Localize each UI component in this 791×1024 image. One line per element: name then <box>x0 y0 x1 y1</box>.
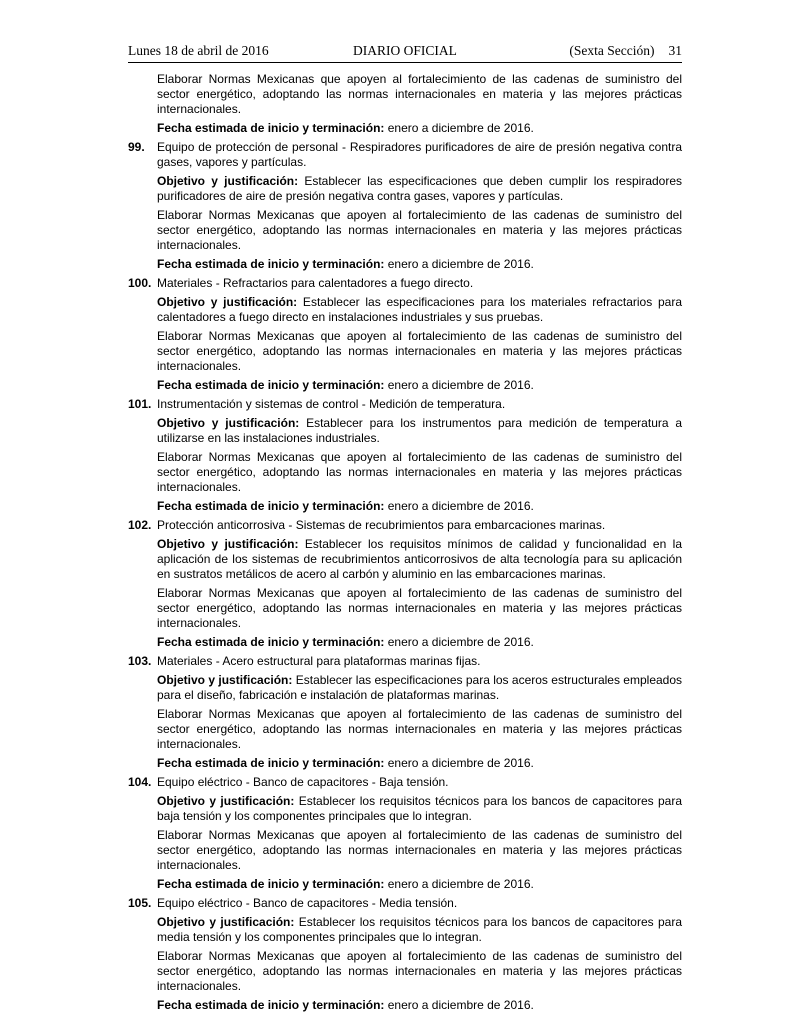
item-fecha <box>157 378 682 393</box>
fecha-label: Fecha estimada de inicio y terminación: <box>157 121 385 135</box>
fecha-label: Fecha estimada de inicio y terminación: <box>157 257 385 271</box>
objetivo-text: Establecer las especificaciones para los materiales refractarios para calentadores a fuego directo en instalaciones industriales y sus pruebas. <box>157 295 682 324</box>
objetivo-label: Objetivo y justificación: <box>157 295 298 309</box>
list-item <box>128 775 682 790</box>
intro-fecha <box>157 121 682 136</box>
header-page-number: 31 <box>668 43 682 58</box>
item-elaborar: Elaborar Normas Mexicanas que apoyen al fortalecimiento de las cadenas de suministro del sector energético, adoptando las normas internacionales en materia y las mejores prácticas internacionales. <box>157 828 682 872</box>
item-fecha <box>157 756 682 771</box>
item-objetivo <box>157 673 682 703</box>
fecha-value: enero a diciembre de 2016. <box>384 121 534 135</box>
item-elaborar: Elaborar Normas Mexicanas que apoyen al fortalecimiento de las cadenas de suministro del sector energético, adoptando las normas internacionales en materia y las mejores prácticas internacionales. <box>157 329 682 373</box>
item-title: Instrumentación y sistemas de control - Medición de temperatura. <box>157 397 506 411</box>
fecha-value: enero a diciembre de 2016. <box>384 877 534 891</box>
document-body <box>128 72 683 1017</box>
item-objetivo <box>157 174 682 204</box>
fecha-value: enero a diciembre de 2016. <box>384 499 534 513</box>
fecha-value: enero a diciembre de 2016. <box>384 378 534 392</box>
item-title: Equipo eléctrico - Banco de capacitores - Media tensión. <box>157 896 458 910</box>
item-number: 99. <box>128 140 145 154</box>
fecha-label: Fecha estimada de inicio y terminación: <box>157 877 385 891</box>
item-fecha <box>157 877 682 892</box>
item-number: 104. <box>128 775 152 789</box>
item-number: 101. <box>128 397 152 411</box>
objetivo-text: Establecer los requisitos mínimos de calidad y funcionalidad en la aplicación de los sistemas de recubrimientos anticorrosivos de alta tecnología para su aplicación en sustratos metálicos de acero al carbón y aluminio en las embarcaciones marinas. <box>157 537 683 581</box>
header-title: DIARIO OFICIAL <box>353 43 457 58</box>
header-section: (Sexta Sección) <box>569 43 655 58</box>
item-fecha <box>157 257 682 272</box>
item-objetivo <box>157 295 682 325</box>
fecha-value: enero a diciembre de 2016. <box>384 756 534 770</box>
item-title: Protección anticorrosiva - Sistemas de recubrimientos para embarcaciones marinas. <box>157 518 606 532</box>
objetivo-label: Objetivo y justificación: <box>157 416 300 430</box>
objetivo-label: Objetivo y justificación: <box>157 537 299 551</box>
item-elaborar: Elaborar Normas Mexicanas que apoyen al fortalecimiento de las cadenas de suministro del sector energético, adoptando las normas internacionales en materia y las mejores prácticas internacionales. <box>157 707 682 751</box>
fecha-label: Fecha estimada de inicio y terminación: <box>157 499 385 513</box>
objetivo-text: Establecer para los instrumentos para medición de temperatura a utilizarse en las instalaciones industriales. <box>157 416 683 445</box>
fecha-label: Fecha estimada de inicio y terminación: <box>157 756 385 770</box>
objetivo-text: Establecer las especificaciones para los aceros estructurales empleados para el diseño, fabricación e instalación de plataformas marinas. <box>157 673 683 702</box>
fecha-label: Fecha estimada de inicio y terminación: <box>157 998 385 1012</box>
objetivo-label: Objetivo y justificación: <box>157 673 293 687</box>
intro-elaborar: Elaborar Normas Mexicanas que apoyen al fortalecimiento de las cadenas de suministro del sector energético, adoptando las normas internacionales en materia y las mejores prácticas internacionales. <box>157 72 682 116</box>
item-title: Equipo eléctrico - Banco de capacitores - Baja tensión. <box>157 775 449 789</box>
item-title: Equipo de protección de personal - Respiradores purificadores de aire de presión negativa contra gases, vapores y partículas. <box>157 140 682 169</box>
fecha-label: Fecha estimada de inicio y terminación: <box>157 378 385 392</box>
item-elaborar: Elaborar Normas Mexicanas que apoyen al fortalecimiento de las cadenas de suministro del sector energético, adoptando las normas internacionales en materia y las mejores prácticas internacionales. <box>157 949 682 993</box>
objetivo-label: Objetivo y justificación: <box>157 174 299 188</box>
item-number: 105. <box>128 896 152 910</box>
item-title: Materiales - Acero estructural para plataformas marinas fijas. <box>157 654 481 668</box>
objetivo-text: Establecer las especificaciones que deben cumplir los respiradores purificadores de aire de presión negativa contra gases, vapores y partículas. <box>157 174 683 203</box>
item-objetivo <box>157 915 682 945</box>
list-item <box>128 276 682 291</box>
item-objetivo <box>157 537 682 582</box>
fecha-value: enero a diciembre de 2016. <box>384 635 534 649</box>
item-elaborar: Elaborar Normas Mexicanas que apoyen al fortalecimiento de las cadenas de suministro del sector energético, adoptando las normas internacionales en materia y las mejores prácticas internacionales. <box>157 450 682 494</box>
header-section-page <box>569 43 682 59</box>
page-header <box>128 43 682 61</box>
header-rule <box>128 62 682 63</box>
item-elaborar: Elaborar Normas Mexicanas que apoyen al fortalecimiento de las cadenas de suministro del sector energético, adoptando las normas internacionales en materia y las mejores prácticas internacionales. <box>157 586 682 630</box>
fecha-value: enero a diciembre de 2016. <box>384 998 534 1012</box>
item-number: 102. <box>128 518 152 532</box>
header-date: Lunes 18 de abril de 2016 <box>128 43 269 58</box>
list-item <box>128 896 682 911</box>
list-item <box>128 518 682 533</box>
item-fecha <box>157 635 682 650</box>
item-title: Materiales - Refractarios para calentadores a fuego directo. <box>157 276 474 290</box>
list-item <box>128 654 682 669</box>
item-objetivo <box>157 794 682 824</box>
fecha-label: Fecha estimada de inicio y terminación: <box>157 635 385 649</box>
list-item <box>128 140 682 170</box>
objetivo-label: Objetivo y justificación: <box>157 915 295 929</box>
item-number: 103. <box>128 654 152 668</box>
fecha-value: enero a diciembre de 2016. <box>384 257 534 271</box>
objetivo-text: Establecer los requisitos técnicos para los bancos de capacitores para baja tensión y los componentes principales que lo integran. <box>157 794 682 823</box>
objetivo-label: Objetivo y justificación: <box>157 794 295 808</box>
item-fecha <box>157 998 682 1013</box>
list-item <box>128 397 682 412</box>
item-number: 100. <box>128 276 152 290</box>
item-objetivo <box>157 416 682 446</box>
objetivo-text: Establecer los requisitos técnicos para los bancos de capacitores para media tensión y los componentes principales que lo integran. <box>157 915 682 944</box>
item-fecha <box>157 499 682 514</box>
item-elaborar: Elaborar Normas Mexicanas que apoyen al fortalecimiento de las cadenas de suministro del sector energético, adoptando las normas internacionales en materia y las mejores prácticas internacionales. <box>157 208 682 252</box>
